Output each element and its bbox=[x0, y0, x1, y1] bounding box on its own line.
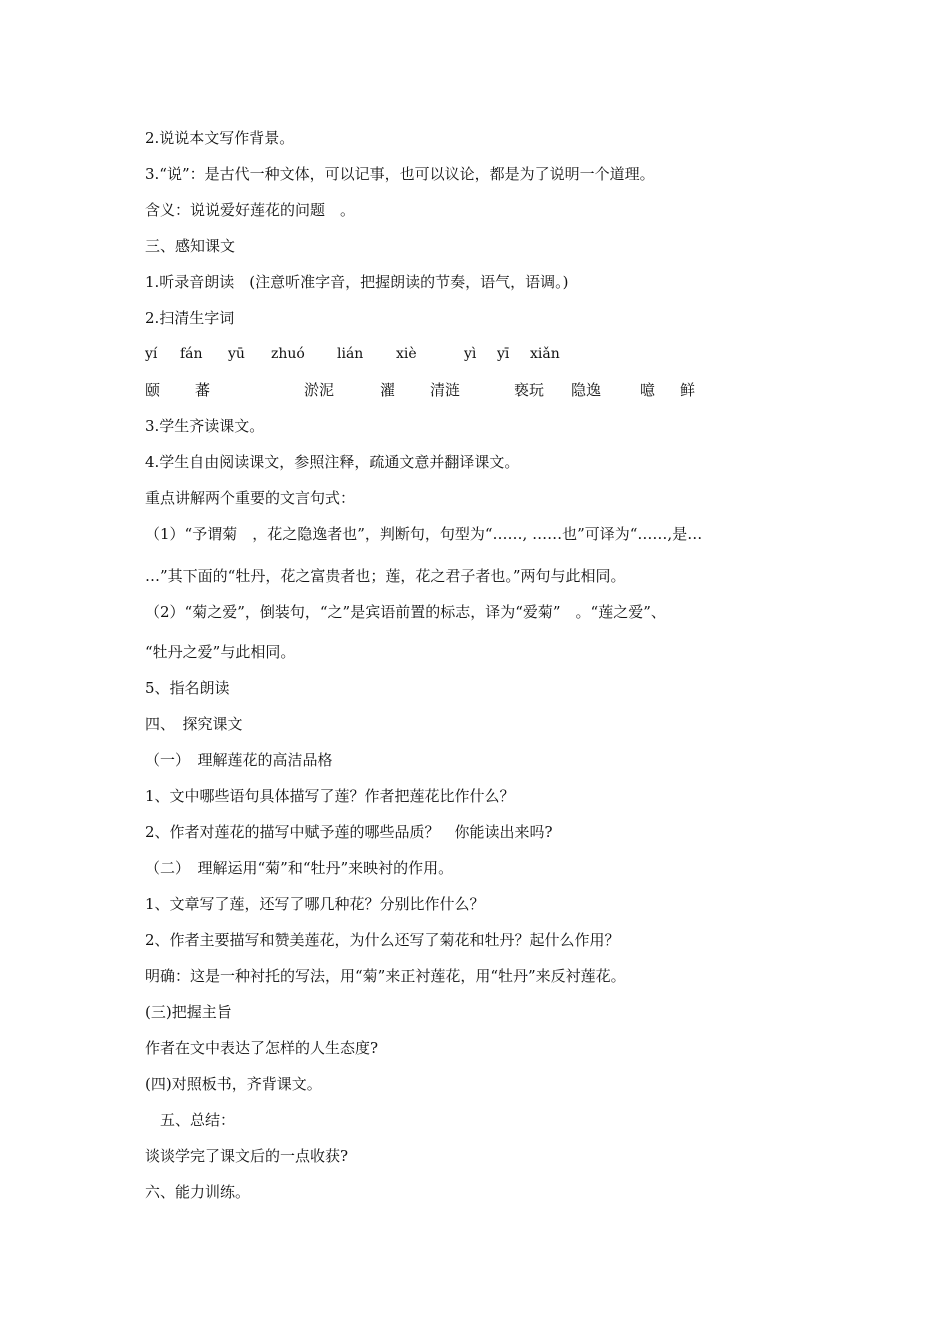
section-heading: 四、 探究课文 bbox=[145, 715, 243, 733]
text-line: 2.扫清生字词 bbox=[145, 309, 235, 327]
vocab-word: 亵玩 bbox=[514, 381, 545, 399]
vocab-word: 噫 bbox=[640, 381, 656, 399]
text-line: （1）“予谓菊 ，花之隐逸者也”，判断句，句型为“……, ……也”可译为“……,是… bbox=[145, 525, 703, 543]
text-line: “牡丹之爱”与此相同。 bbox=[145, 643, 296, 661]
vocab-word: 濯 bbox=[380, 381, 396, 399]
pinyin: xiǎn bbox=[530, 346, 560, 362]
text-line: 2、作者对莲花的描写中赋予莲的哪些品质？ 你能读出来吗? bbox=[145, 823, 553, 841]
text-line: 1.听录音朗读 (注意听准字音，把握朗读的节奏，语气，语调。) bbox=[145, 273, 569, 291]
pinyin: fán bbox=[180, 346, 203, 362]
pinyin: lián bbox=[337, 346, 364, 362]
text-line: 含义：说说爱好莲花的问题 。 bbox=[145, 201, 356, 219]
vocab-word: 蕃 bbox=[195, 381, 211, 399]
vocab-word: 鲜 bbox=[680, 381, 696, 399]
vocab-word: 淤泥 bbox=[304, 381, 335, 399]
text-line: 作者在文中表达了怎样的人生态度? bbox=[145, 1039, 379, 1057]
section-heading: 五、总结： bbox=[160, 1111, 236, 1129]
text-line: 1、文中哪些语句具体描写了莲？作者把莲花比作什么？ bbox=[145, 787, 515, 805]
vocab-word: 清涟 bbox=[430, 381, 461, 399]
text-line: …”其下面的“牡丹，花之富贵者也；莲，花之君子者也。”两句与此相同。 bbox=[145, 567, 626, 585]
text-line: 3.“说”：是古代一种文体，可以记事，也可以议论，都是为了说明一个道理。 bbox=[145, 165, 655, 183]
section-heading: 六、能力训练。 bbox=[145, 1183, 251, 1201]
text-line: (四)对照板书，齐背课文。 bbox=[145, 1075, 322, 1093]
text-line: 谈谈学完了课文后的一点收获? bbox=[145, 1147, 349, 1165]
vocab-word: 隐逸 bbox=[571, 381, 602, 399]
text-line: 重点讲解两个重要的文言句式： bbox=[145, 489, 356, 507]
text-line: 3.学生齐读课文。 bbox=[145, 417, 265, 435]
pinyin: xiè bbox=[396, 346, 417, 362]
subsection-heading: （一） 理解莲花的高洁品格 bbox=[145, 751, 333, 769]
vocab-word: 颐 bbox=[145, 381, 161, 399]
pinyin: yū bbox=[228, 346, 245, 362]
text-line: 2.说说本文写作背景。 bbox=[145, 129, 295, 147]
text-line: （2）“菊之爱”，倒装句，“之”是宾语前置的标志，译为“爱菊” 。“莲之爱”、 bbox=[145, 603, 666, 621]
pinyin: zhuó bbox=[271, 346, 305, 362]
text-line: 1、文章写了莲，还写了哪几种花？分别比作什么？ bbox=[145, 895, 485, 913]
text-line: 明确：这是一种衬托的写法，用“菊”来正衬莲花，用“牡丹”来反衬莲花。 bbox=[145, 967, 626, 985]
pinyin: yì bbox=[464, 346, 477, 362]
subsection-heading: （二） 理解运用“菊”和“牡丹”来映衬的作用。 bbox=[145, 859, 454, 877]
section-heading: 三、感知课文 bbox=[145, 237, 236, 255]
pinyin: yī bbox=[497, 346, 510, 362]
pinyin: yí bbox=[145, 346, 158, 362]
text-line: 5、指名朗读 bbox=[145, 679, 230, 697]
text-line: 4.学生自由阅读课文，参照注释，疏通文意并翻译课文。 bbox=[145, 453, 520, 471]
text-line: 2、作者主要描写和赞美莲花，为什么还写了菊花和牡丹？起什么作用？ bbox=[145, 931, 620, 949]
subsection-heading: (三)把握主旨 bbox=[145, 1003, 232, 1021]
